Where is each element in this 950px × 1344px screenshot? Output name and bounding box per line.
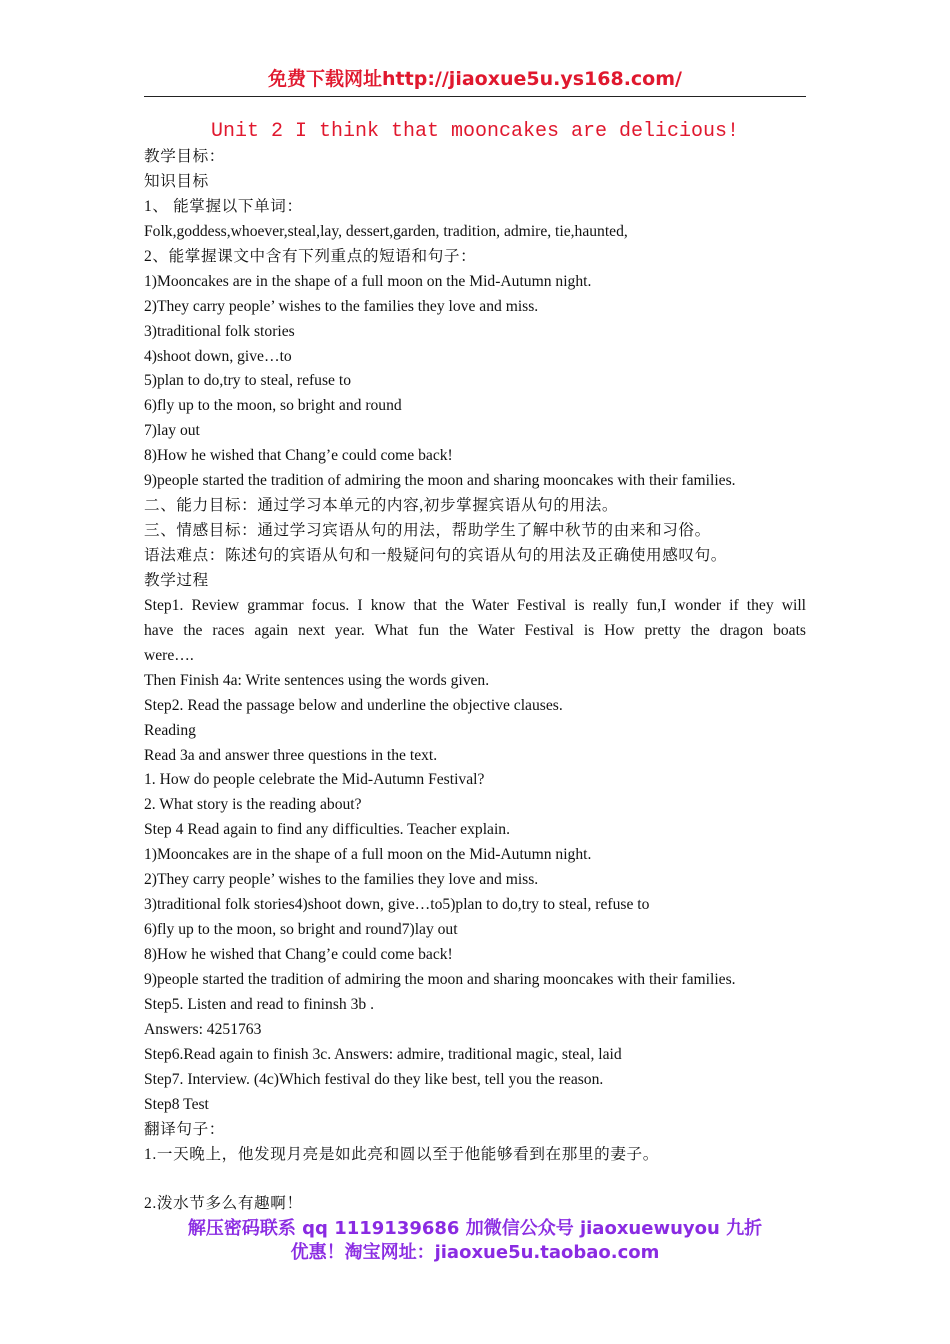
text-line: 8)How he wished that Chang’e could come back! bbox=[144, 447, 453, 465]
text-line: 翻译句子： bbox=[144, 1120, 225, 1138]
footer-line-contact: 解压密码联系 qq 1119139686 加微信公众号 jiaoxuewuyou 九折 bbox=[187, 1218, 763, 1239]
page-header bbox=[144, 64, 806, 97]
text-line: 1)Mooncakes are in the shape of a full moon on the Mid-Autumn night. bbox=[144, 272, 592, 290]
text-line: Step5. Listen and read to fininsh 3b . bbox=[144, 995, 374, 1013]
text-line: 知识目标 bbox=[144, 172, 209, 190]
text-line: 教学目标： bbox=[144, 148, 225, 165]
text-line: 7)lay out bbox=[144, 422, 200, 440]
header-url-link[interactable]: http://jiaoxue5u.ys168.com/ bbox=[382, 68, 682, 90]
footer-line-shop[interactable]: 优惠！淘宝网址：jiaoxue5u.taobao.com bbox=[290, 1242, 660, 1263]
text-line: 8)How he wished that Chang’e could come back! bbox=[144, 946, 453, 963]
text-line: Step6.Read again to finish 3c. Answers: admire, traditional magic, steal, laid bbox=[144, 1045, 622, 1063]
text-line: 3)traditional folk stories bbox=[144, 322, 295, 340]
text-line: Step8 Test bbox=[144, 1095, 209, 1113]
text-line: have the races again next year. What fun the Water Festival is How pretty the dragon boats bbox=[144, 621, 806, 639]
text-line: Then Finish 4a: Write sentences using the words given. bbox=[144, 671, 490, 689]
text-line: 1. How do people celebrate the Mid-Autumn Festival? bbox=[144, 771, 485, 789]
page-footer bbox=[144, 1217, 806, 1265]
blank-line bbox=[144, 1167, 806, 1192]
text-line: 1、 能掌握以下单词： bbox=[144, 197, 303, 215]
text-line: 2)They carry people’ wishes to the families they love and miss. bbox=[144, 297, 539, 315]
text-line: Step1. Review grammar focus. I know that the Water Festival is really fun,I wonder if they will bbox=[144, 596, 806, 614]
text-line: 6)fly up to the moon, so bright and round bbox=[144, 397, 402, 415]
text-line: Reading bbox=[144, 721, 196, 739]
text-line: 2、能掌握课文中含有下列重点的短语和句子： bbox=[144, 247, 477, 265]
text-line: 4)shoot down, give…to bbox=[144, 347, 292, 365]
text-line: Read 3a and answer three questions in the text. bbox=[144, 746, 438, 764]
text-line: 1.一天晚上，他发现月亮是如此亮和圆以至于他能够看到在那里的妻子。 bbox=[144, 1145, 659, 1163]
header-label: 免费下载网址 bbox=[268, 68, 383, 90]
text-line: 9)people started the tradition of admiring the moon and sharing mooncakes with their families. bbox=[144, 970, 736, 988]
text-line: Step 4 Read again to find any difficulties. Teacher explain. bbox=[144, 821, 510, 839]
text-line: 2)They carry people’ wishes to the families they love and miss. bbox=[144, 871, 539, 889]
text-line: 二、能力目标：通过学习本单元的内容,初步掌握宾语从句的用法。 bbox=[144, 497, 619, 515]
text-line: 6)fly up to the moon, so bright and round7)lay out bbox=[144, 921, 458, 939]
text-line: Step7. Interview. (4c)Which festival do they like best, tell you the reason. bbox=[144, 1070, 604, 1088]
text-line: 三、情感目标：通过学习宾语从句的用法，帮助学生了解中秋节的由来和习俗。 bbox=[144, 522, 711, 540]
text-line: Step2. Read the passage below and underline the objective clauses. bbox=[144, 696, 563, 714]
text-line: 2.泼水节多么有趣啊！ bbox=[144, 1195, 303, 1213]
text-line: Folk,goddess,whoever,steal,lay, dessert,garden, tradition, admire, tie,haunted, bbox=[144, 222, 628, 240]
document-title: Unit 2 I think that mooncakes are delicious! bbox=[210, 120, 740, 143]
text-line: 3)traditional folk stories4)shoot down, give…to5)plan to do,try to steal, refuse to bbox=[144, 896, 650, 914]
text-line: 语法难点：陈述句的宾语从句和一般疑问句的宾语从句的用法及正确使用感叹句。 bbox=[144, 547, 727, 564]
text-line: 教学过程 bbox=[144, 571, 209, 589]
document-body bbox=[144, 145, 806, 1217]
text-line: 2. What story is the reading about? bbox=[144, 796, 362, 814]
text-line: 5)plan to do,try to steal, refuse to bbox=[144, 372, 351, 390]
text-line: Answers: 4251763 bbox=[144, 1020, 262, 1038]
text-line: were…. bbox=[144, 646, 194, 664]
text-line: 9)people started the tradition of admiring the moon and sharing mooncakes with their families. bbox=[144, 472, 736, 490]
text-line: 1)Mooncakes are in the shape of a full moon on the Mid-Autumn night. bbox=[144, 846, 592, 864]
